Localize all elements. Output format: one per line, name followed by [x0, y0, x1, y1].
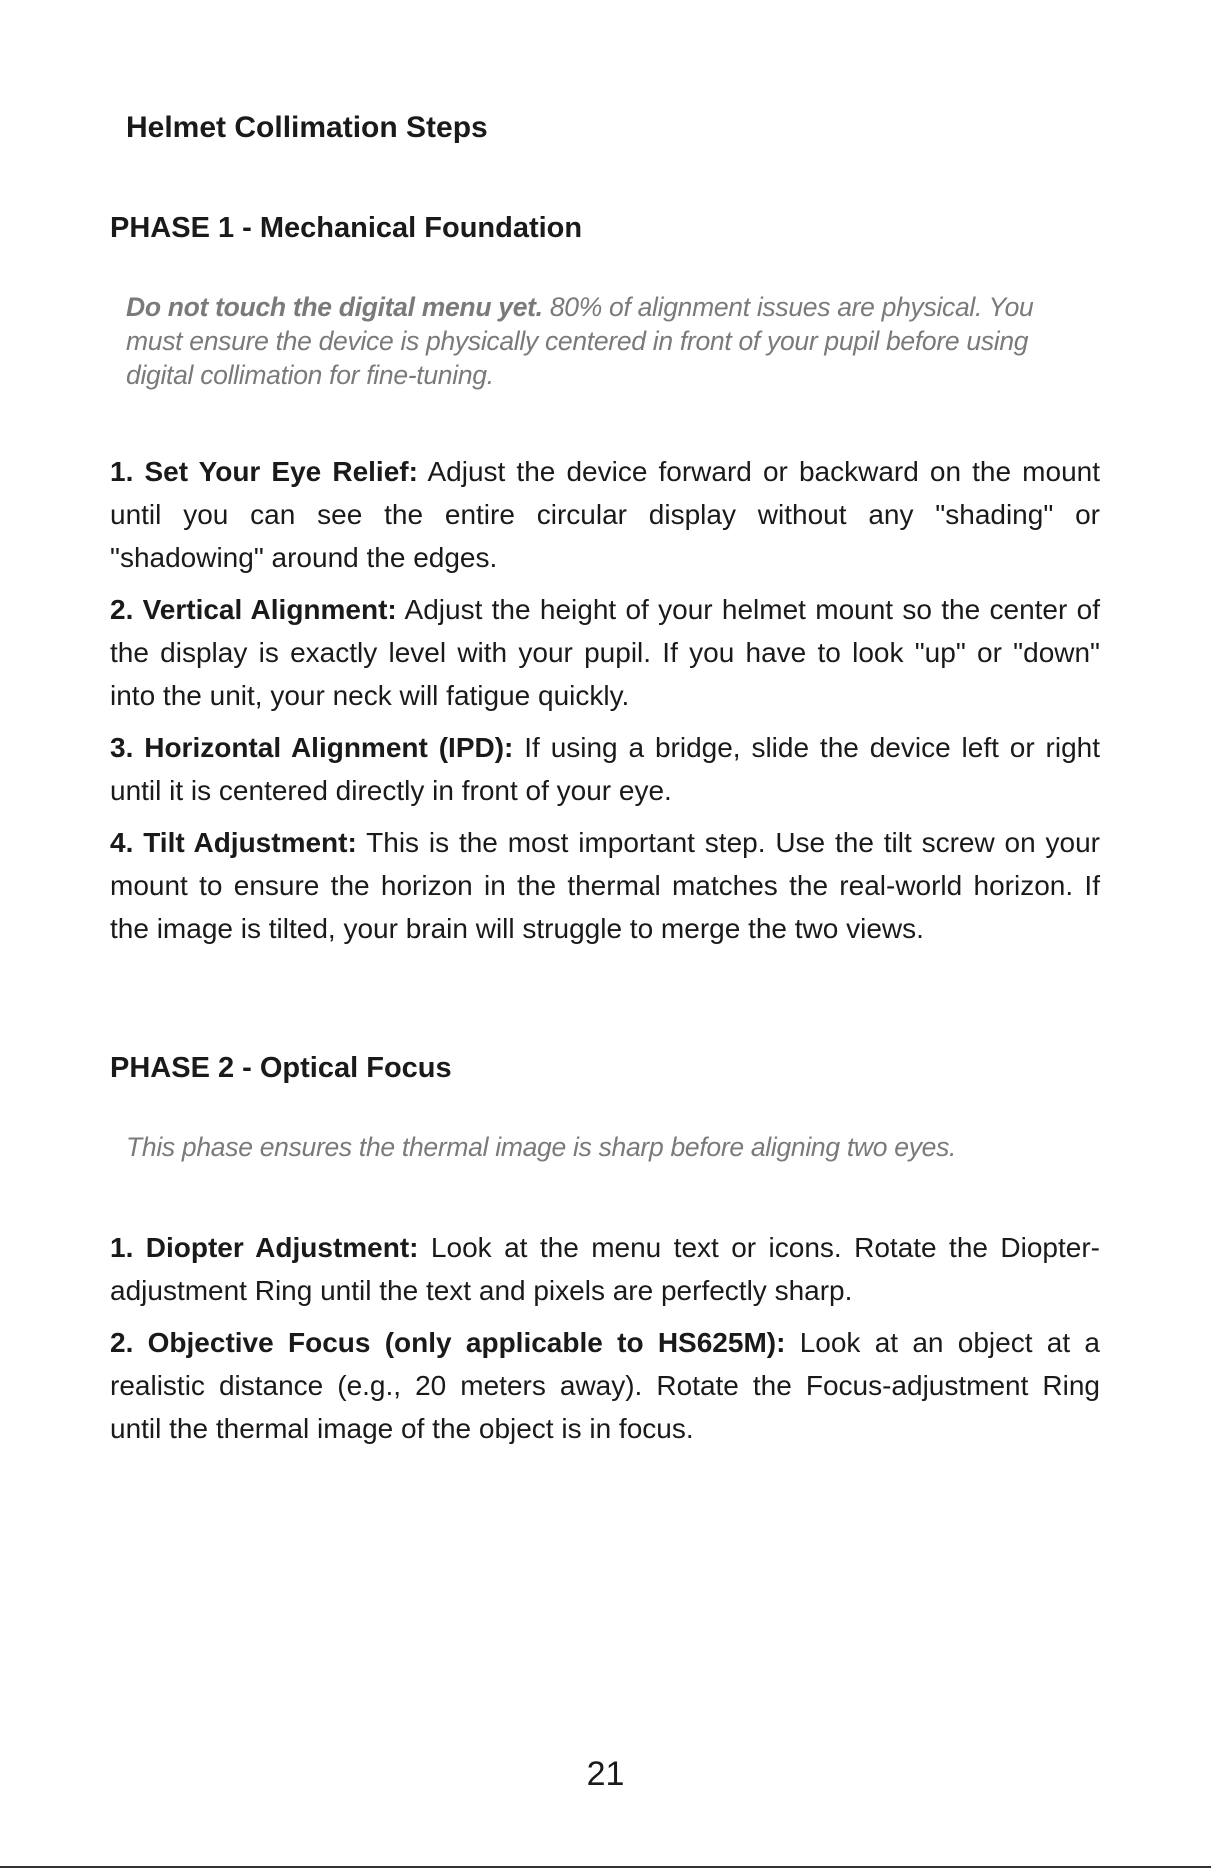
step-text: Look at the menu text or icons. Rotate the Diopter-adjustment Ring until the text and pixels are perfectly sharp. — [110, 1232, 1100, 1306]
page-number: 21 — [586, 1755, 625, 1793]
step-text: This is the most important step. Use the tilt screw on your mount to ensure the horizon in the thermal matches the real-world horizon. If the image is tilted, your brain will struggle to merge the two views. — [110, 827, 1100, 944]
step-label: 3. Horizontal Alignment (IPD): — [110, 732, 514, 763]
phase-2-note: This phase ensures the thermal image is sharp before aligning two eyes. — [126, 1132, 957, 1162]
step-label: 1. Diopter Adjustment: — [110, 1232, 419, 1263]
phase-1-heading: PHASE 1 - Mechanical Foundation — [110, 212, 583, 244]
phase-1-step-vertical-alignment — [110, 588, 1100, 717]
step-text: Adjust the device forward or backward on the mount until you can see the entire circular display without any "shading" or "shadowing" around the edges. — [110, 456, 1100, 573]
step-label: 2. Objective Focus (only applicable to HS625M): — [110, 1327, 786, 1358]
phase-1-step-eye-relief — [110, 450, 1100, 579]
phase-2-steps — [110, 1226, 1100, 1459]
phase-2-heading: PHASE 2 - Optical Focus — [110, 1052, 452, 1084]
step-label: 2. Vertical Alignment: — [110, 594, 397, 625]
bottom-divider — [0, 1866, 1211, 1868]
step-text: If using a bridge, slide the device left or right until it is centered directly in front of your eye. — [110, 732, 1100, 806]
step-text: Adjust the height of your helmet mount so the center of the display is exactly level with your pupil. If you have to look "up" or "down" into the unit, your neck will fatigue quickly. — [110, 594, 1100, 711]
phase-1-note-emphasis: Do not touch the digital menu yet. — [126, 292, 543, 322]
phase-1-note-text: 80% of alignment issues are physical. You must ensure the device is physically centered in front of your pupil before using digital collimation for fine-tuning. — [126, 292, 1034, 390]
step-label: 1. Set Your Eye Relief: — [110, 456, 418, 487]
phase-2-step-objective-focus — [110, 1321, 1100, 1450]
phase-1-steps — [110, 450, 1100, 959]
phase-1-note — [126, 290, 1086, 392]
phase-1-step-tilt-adjustment — [110, 821, 1100, 950]
step-label: 4. Tilt Adjustment: — [110, 827, 357, 858]
phase-2-step-diopter-adjustment — [110, 1226, 1100, 1312]
page-title: Helmet Collimation Steps — [126, 111, 488, 144]
phase-1-step-horizontal-alignment — [110, 726, 1100, 812]
step-text: Look at an object at a realistic distance (e.g., 20 meters away). Rotate the Focus-adjustment Ring until the thermal image of the object is in focus. — [110, 1327, 1100, 1444]
